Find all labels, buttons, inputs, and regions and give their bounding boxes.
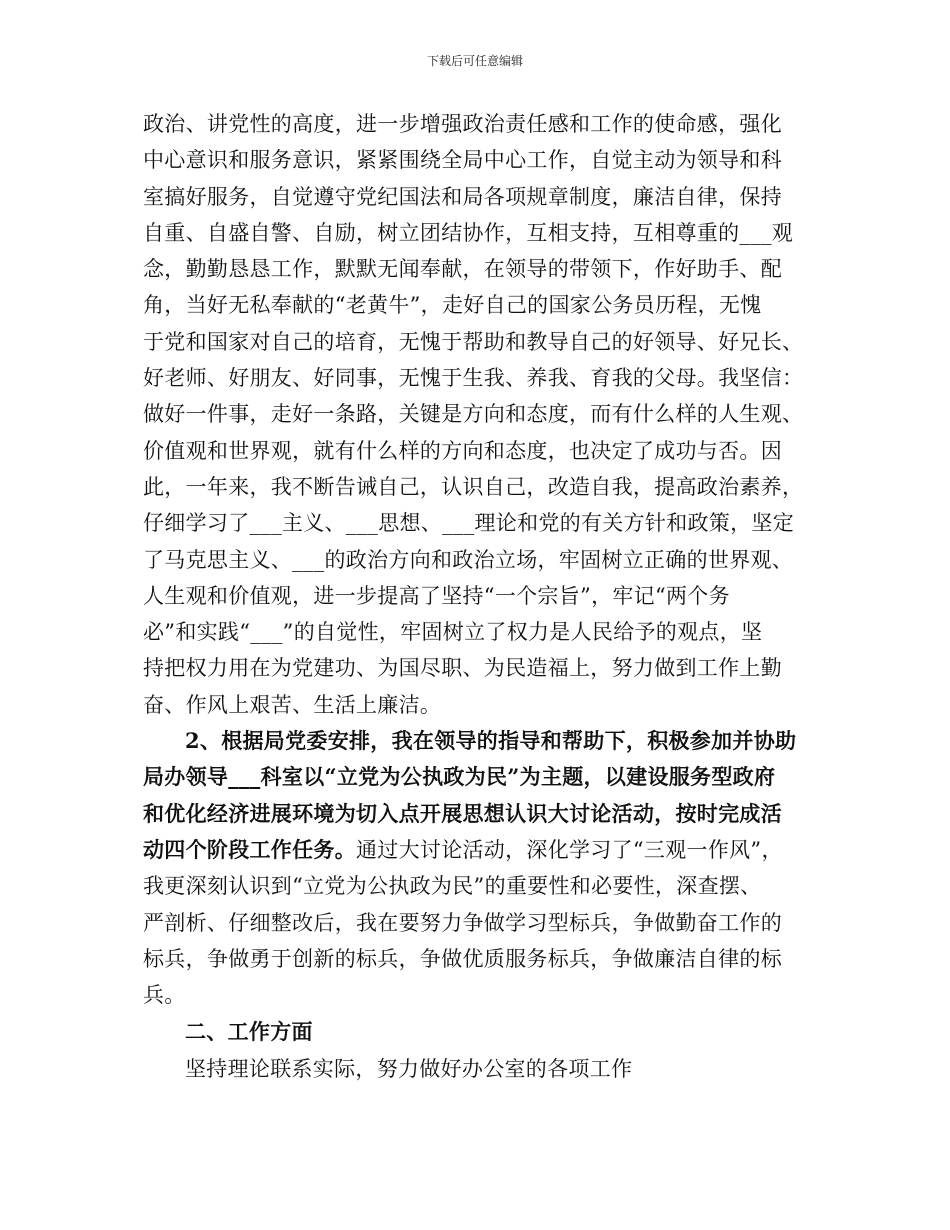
normal-span: 通过大讨论活动，深化学习了“三观一作风”， (356, 837, 783, 862)
section-heading: 二、工作方面 (185, 1019, 313, 1045)
bold-text-line: 和优化经济进展环境为切入点开展思想认识大讨论活动，按时完成活 (143, 800, 782, 826)
text-line: 角，当好无私奉献的“老黄牛”，走好自己的国家公务员历程，无愧 (143, 293, 762, 318)
text-line: 仔细学习了___主义、___思想、___理论和党的有关方针和政策，坚定 (143, 511, 794, 536)
text-line: 做好一件事，走好一条路，关键是方向和态度，而有什么样的人生观、 (143, 402, 804, 427)
text-line: 价值观和世界观，就有什么样的方向和态度，也决定了成功与否。因 (143, 438, 782, 463)
bold-span: 动四个阶段工作任务。 (143, 836, 356, 862)
text-line: 了马克思主义、___的政治方向和政治立场，牢固树立正确的世界观、 (143, 547, 794, 572)
text-line: 中心意识和服务意识，紧紧围绕全局中心工作，自觉主动为领导和科 (143, 148, 782, 173)
text-line: 于党和国家对自己的培育，无愧于帮助和教导自己的好领导、好兄长、 (143, 329, 804, 354)
text-line: 室搞好服务，自觉遵守党纪国法和局各项规章制度，廉洁自律，保持 (143, 184, 782, 209)
text-line: 自重、自盛自警、自励，树立团结协作，互相支持，互相尊重的___观 (143, 220, 794, 245)
bold-text-line: 2、根据局党委安排，我在领导的指导和帮助下，积极参加并协助 (185, 728, 797, 754)
section-2 (143, 1014, 823, 1087)
paragraph-2 (143, 723, 823, 1013)
text-line: 严剖析、仔细整改后，我在要努力争做学习型标兵，争做勤奋工作的 (143, 910, 782, 935)
text-line: 政治、讲党性的高度，进一步增强政治责任感和工作的使命感，强化 (143, 112, 782, 136)
page-header: 下载后可任意编辑 (426, 54, 523, 68)
text-line: 念，勤勤恳恳工作，默默无闻奉献，在领导的带领下，作好助手、配 (143, 257, 782, 282)
text-line: 人生观和价值观，进一步提高了坚持“一个宗旨”，牢记“两个务 (143, 583, 730, 608)
text-line: 此，一年来，我不断告诫自己，认识自己，改造自我，提高政治素养， (143, 474, 804, 499)
text-line: 坚持理论联系实际，努力做好办公室的各项工作 (185, 1056, 633, 1081)
text-line: 兵。 (143, 983, 186, 1008)
bold-text-line: 局办领导___科室以“立党为公执政为民”为主题，以建设服务型政府 (143, 764, 776, 790)
text-line: 持把权力用在为党建功、为国尽职、为民造福上，努力做到工作上勤 (143, 656, 782, 681)
text-line: 我更深刻认识到“立党为公执政为民”的重要性和必要性，深查摆、 (143, 874, 762, 899)
text-line: 奋、作风上艰苦、生活上廉洁。 (143, 692, 442, 717)
mixed-text-line (143, 832, 823, 868)
paragraph-1 (143, 106, 823, 723)
text-line: 必”和实践“___”的自觉性，牢固树立了权力是人民给予的观点，坚 (143, 620, 763, 645)
text-line: 标兵，争做勇于创新的标兵，争做优质服务标兵，争做廉洁自律的标 (143, 946, 782, 971)
text-line: 好老师、好朋友、好同事，无愧于生我、养我、育我的父母。我坚信： (143, 366, 804, 391)
document-body (143, 106, 823, 1087)
